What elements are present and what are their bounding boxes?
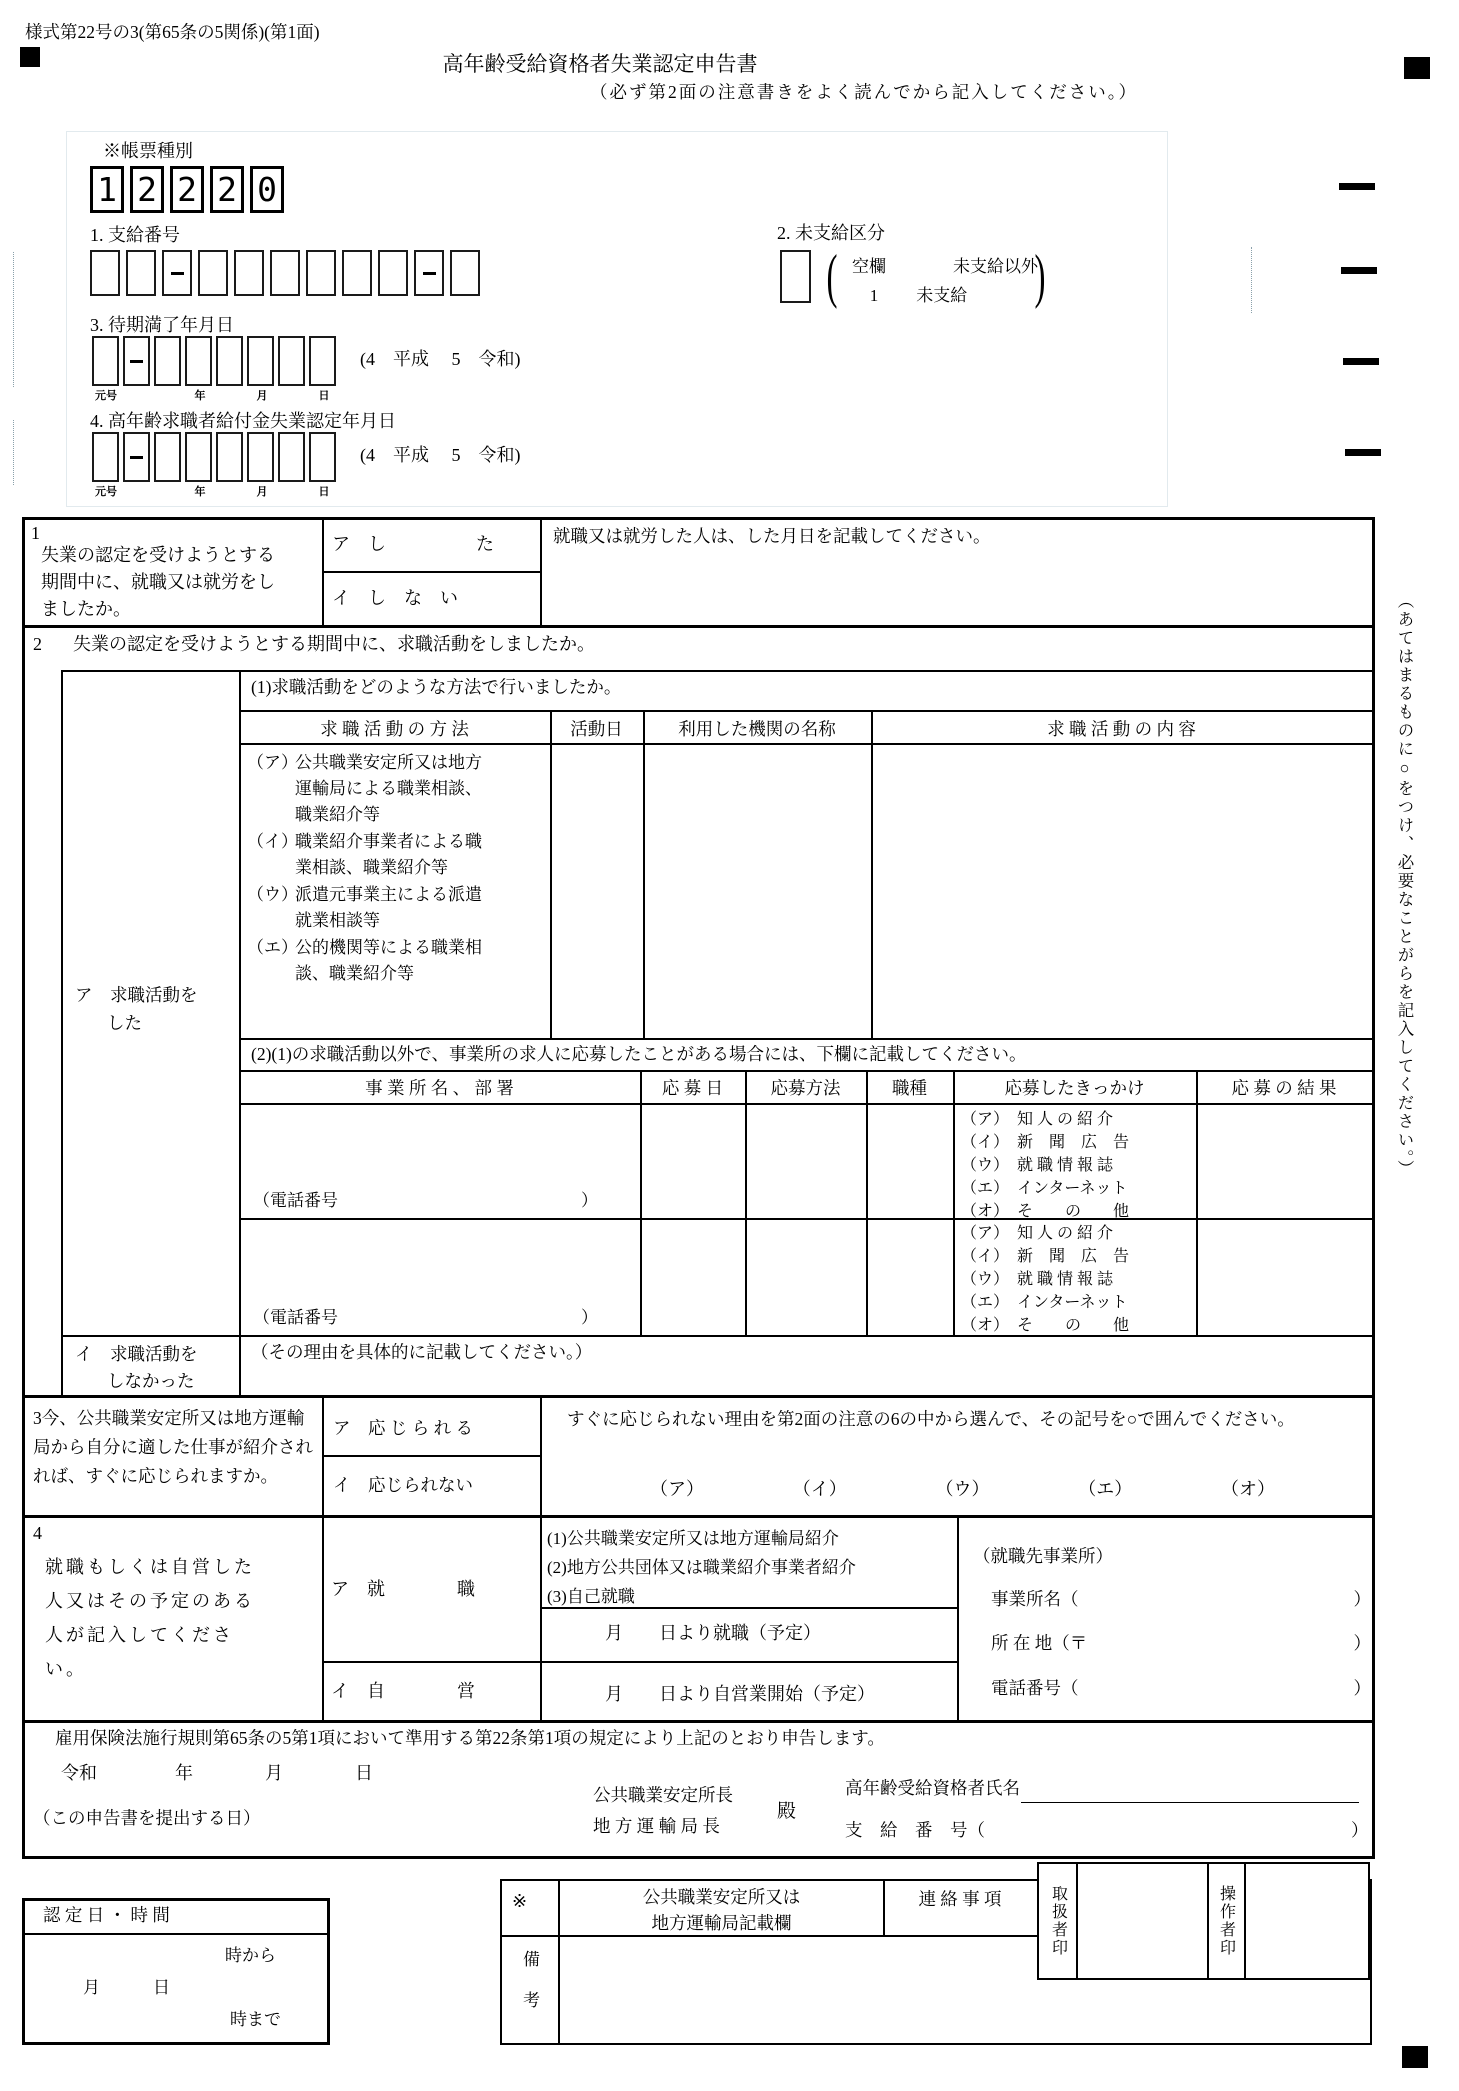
- form-type-label: ※帳票種別: [103, 141, 193, 161]
- q2-sub1-title: (1)求職活動をどのような方法で行いましたか。: [251, 677, 622, 697]
- pay-number-digit-box[interactable]: [450, 250, 480, 296]
- employment-type-option[interactable]: (1)公共職業安定所又は地方運輸局紹介: [547, 1529, 839, 1548]
- unpaid-category-box[interactable]: [780, 250, 811, 303]
- apps-header-name: 事 業 所 名 、 部 署: [365, 1077, 514, 1098]
- apply-method-cell[interactable]: [745, 1105, 866, 1218]
- phone-label[interactable]: （電話番号: [253, 1308, 338, 1327]
- form-code: 様式第22号の3(第65条の5関係)(第1面): [25, 22, 320, 42]
- trigger-option[interactable]: （イ） 新 聞 広 告: [961, 1248, 1130, 1265]
- q3-symbol-option[interactable]: （イ）: [792, 1479, 847, 1499]
- trigger-option[interactable]: （ア） 知 人 の 紹 介: [961, 1225, 1114, 1242]
- guide-dotted-line: [1251, 247, 1252, 313]
- day-box[interactable]: [278, 432, 305, 482]
- method-mark: （イ）: [247, 832, 298, 851]
- trigger-option[interactable]: （ウ） 就 職 情 報 誌: [961, 1157, 1114, 1174]
- q3-option-can[interactable]: ア 応 じ ら れ る: [333, 1418, 473, 1438]
- unpaid-one-val: 未支給: [916, 286, 968, 305]
- declaration-era[interactable]: 令和: [61, 1763, 97, 1783]
- declaration-month[interactable]: 月: [265, 1763, 283, 1783]
- declaration-text: 雇用保険法施行規則第65条の5第1項において準用する第22条第1項の規定により上記のとおり申告します。: [55, 1728, 885, 1748]
- timing-mark: [1341, 267, 1377, 274]
- q4-number: 4: [33, 1523, 42, 1543]
- month-box[interactable]: [247, 336, 274, 386]
- trigger-option[interactable]: （ア） 知 人 の 紹 介: [961, 1111, 1114, 1128]
- year-box[interactable]: [185, 432, 212, 482]
- day-box[interactable]: [309, 432, 336, 482]
- q3-question: 3今、公共職業安定所又は地方運輸局から自分に適した仕事が紹介されれば、すぐに応じられますか。: [33, 1408, 313, 1486]
- q1-option-did-not[interactable]: イ し な い: [332, 588, 458, 608]
- apply-date-cell[interactable]: [640, 1105, 745, 1218]
- q3-symbol-option[interactable]: （エ）: [1078, 1479, 1133, 1499]
- q1-question: 失業の認定を受けようとする期間中に、就職又は就労をしましたか。: [41, 545, 275, 619]
- method-text: 派遣元事業主による派遣就業相談等: [295, 885, 482, 930]
- trigger-option[interactable]: （オ） そ の 他: [961, 1317, 1130, 1334]
- era-note: (4 平成 5 令和): [360, 445, 521, 465]
- apps-header-result: 応 募 の 結 果: [1231, 1077, 1337, 1098]
- pay-number-digit-box[interactable]: [234, 250, 264, 296]
- pay-number-digit-box[interactable]: [270, 250, 300, 296]
- q4-question: 就職もしくは自営した人又はその予定のある人が記入してください。: [45, 1557, 255, 1679]
- operator-stamp-label: 操作者印: [1217, 1885, 1235, 1957]
- q3-symbol-option[interactable]: （ウ）: [935, 1479, 990, 1499]
- no-activity-reason-area[interactable]: [455, 1342, 1355, 1392]
- close-paren: ）: [1353, 1633, 1371, 1653]
- claimant-name-field[interactable]: [1021, 1782, 1359, 1803]
- close-paren: ): [1034, 243, 1046, 309]
- phone-close-paren: ）: [581, 1191, 598, 1210]
- self-employment-start-date[interactable]: 月 日より自営業開始（予定）: [605, 1684, 875, 1704]
- q1-instruction: 就職又は就労した人は、した月日を記載してください。: [553, 526, 991, 546]
- employer-name-label[interactable]: 事業所名（: [991, 1589, 1079, 1609]
- phone-label[interactable]: （電話番号: [253, 1191, 338, 1210]
- unpaid-one-key: 1: [869, 286, 879, 305]
- time-to-label[interactable]: 時まで: [230, 2010, 281, 2029]
- pay-number-label: 1. 支給番号: [90, 225, 180, 245]
- method-mark: （エ）: [247, 938, 298, 957]
- q2-option-a-line2[interactable]: した: [107, 1013, 142, 1033]
- era-note: (4 平成 5 令和): [360, 349, 521, 369]
- declaration-date-note: （この申告書を提出する日）: [33, 1808, 261, 1828]
- pay-number-field-label[interactable]: 支 給 番 号（: [845, 1820, 985, 1840]
- remarks-label: 備考: [520, 1950, 539, 2032]
- employment-type-option[interactable]: (3)自己就職: [547, 1587, 635, 1606]
- method-item: [247, 829, 547, 881]
- page-title: 高年齢受給資格者失業認定申告書: [442, 52, 758, 76]
- office-use-label-line1: 公共職業安定所又は: [642, 1886, 801, 1907]
- handler-stamp-label: 取扱者印: [1049, 1885, 1067, 1957]
- methods-header-org: 利用した機関の名称: [678, 718, 836, 739]
- form-type-digit-box: 2: [170, 166, 204, 213]
- timing-mark: [1343, 358, 1379, 365]
- methods-header-date: 活動日: [570, 718, 623, 739]
- pay-number-digit-box[interactable]: [378, 250, 408, 296]
- open-paren: (: [826, 243, 838, 309]
- close-paren: ）: [1353, 1589, 1371, 1609]
- form-type-digit-box: 2: [210, 166, 244, 213]
- q2-no-activity-note: （その理由を具体的に記載してください。）: [251, 1342, 593, 1362]
- q2-question: 失業の認定を受けようとする期間中に、求職活動をしましたか。: [73, 634, 595, 654]
- q3-number: 3: [33, 1408, 42, 1428]
- q1-answer-area[interactable]: [553, 550, 1363, 620]
- q3-instruction: すぐに応じられない理由を第2面の注意の6の中から選んで、その記号を○で囲んでください。: [567, 1409, 1295, 1429]
- pay-number-digit-box[interactable]: [342, 250, 372, 296]
- day-column-label: 日: [318, 390, 330, 402]
- year-box[interactable]: [154, 336, 181, 386]
- cert-day-label[interactable]: 日: [153, 1978, 170, 1997]
- q3-symbol-option[interactable]: （ア）: [650, 1479, 704, 1499]
- methods-header-method: 求 職 活 動 の 方 法: [320, 718, 469, 739]
- main-form-table: [22, 517, 1375, 1859]
- q4-option-self-employment[interactable]: イ 自 営: [331, 1681, 475, 1701]
- office-use-label-line2: 地方運輸局記載欄: [651, 1912, 792, 1933]
- month-box[interactable]: [216, 432, 243, 482]
- pay-number-separator-box: [162, 250, 192, 296]
- claimant-name-label: 高年齢受給資格者氏名: [845, 1778, 1020, 1798]
- day-column-label: 日: [318, 486, 330, 498]
- date-separator-box: [123, 432, 150, 482]
- q2-option-a-line1[interactable]: ア 求職活動を: [75, 985, 198, 1005]
- apps-header-how: 応募方法: [770, 1077, 841, 1098]
- pay-number-digit-box[interactable]: [306, 250, 336, 296]
- guide-dotted-line: [13, 420, 14, 485]
- unpaid-blank-val: 未支給以外: [953, 257, 1038, 276]
- method-text: 公的機関等による職業相談、職業紹介等: [295, 938, 482, 983]
- page-subtitle: （必ず第2面の注意書きをよく読んでから記入してください。）: [590, 82, 1138, 102]
- employer-address-label[interactable]: 所 在 地（〒: [991, 1633, 1088, 1653]
- method-text: 公共職業安定所又は地方運輸局による職業相談、職業紹介等: [295, 753, 482, 824]
- apply-method-cell[interactable]: [745, 1220, 866, 1335]
- organization-name-cell[interactable]: [643, 745, 871, 1036]
- close-paren: ）: [1351, 1820, 1369, 1840]
- methods-header-detail: 求 職 活 動 の 内 容: [1047, 718, 1196, 739]
- operator-stamp-cell[interactable]: [1246, 1866, 1368, 1976]
- q4-option-employment[interactable]: ア 就 職: [331, 1579, 475, 1599]
- era-code-box[interactable]: [92, 432, 119, 482]
- trigger-option[interactable]: （エ） インターネット: [961, 1180, 1128, 1197]
- apps-header-trigger: 応募したきっかけ: [1004, 1077, 1145, 1098]
- job-type-cell[interactable]: [866, 1105, 953, 1218]
- trigger-option[interactable]: （オ） そ の 他: [961, 1203, 1130, 1220]
- timing-mark: [1345, 449, 1381, 456]
- handler-stamp-cell[interactable]: [1078, 1866, 1207, 1976]
- method-item: [247, 882, 547, 934]
- trigger-option[interactable]: （イ） 新 聞 広 告: [961, 1134, 1130, 1151]
- employer-name-cell[interactable]: [241, 1105, 638, 1183]
- contact-items-cell[interactable]: [885, 1912, 1035, 1935]
- q2-option-b-line1[interactable]: イ 求職活動を: [75, 1344, 198, 1364]
- q2-sub2-title: (2)(1)の求職活動以外で、事業所の求人に応募したことがある場合には、下欄に記載してください。: [251, 1044, 1027, 1064]
- unpaid-category-label: 2. 未支給区分: [777, 223, 885, 243]
- contact-items-label: 連 絡 事 項: [918, 1888, 1002, 1909]
- q1-number: 1: [31, 523, 40, 543]
- employer-name-cell[interactable]: [241, 1220, 638, 1298]
- waiting-end-date-label: 3. 待期満了年月日: [90, 315, 234, 335]
- side-note-vertical: （あてはまるものに○をつけ、必要なことがらを記入してください。）: [1395, 592, 1414, 1179]
- stamp-box: [1037, 1862, 1370, 1980]
- apply-date-cell[interactable]: [640, 1220, 745, 1335]
- pay-number-digit-box[interactable]: [90, 250, 120, 296]
- method-item: [247, 935, 547, 987]
- activity-detail-cell[interactable]: [871, 745, 1372, 1036]
- trigger-option[interactable]: （ウ） 就 職 情 報 誌: [961, 1271, 1114, 1288]
- apps-header-date: 応 募 日: [661, 1077, 724, 1098]
- close-paren: ）: [1353, 1678, 1371, 1698]
- month-box[interactable]: [216, 336, 243, 386]
- method-item: [247, 750, 547, 828]
- year-column-label: 年: [194, 486, 206, 498]
- declaration-day[interactable]: 日: [355, 1763, 373, 1783]
- office-use-asterisk: ※: [512, 1891, 528, 1911]
- pay-number-digit-box[interactable]: [126, 250, 156, 296]
- form-type-digit-box: 1: [90, 166, 124, 213]
- pay-number-digit-box[interactable]: [198, 250, 228, 296]
- year-box[interactable]: [154, 432, 181, 482]
- certification-date-label: 4. 高年齢求職者給付金失業認定年月日: [90, 411, 396, 431]
- registration-mark-bottom-right: [1402, 2046, 1428, 2068]
- time-from-label[interactable]: 時から: [225, 1946, 276, 1965]
- apply-result-cell[interactable]: [1196, 1220, 1372, 1335]
- day-box[interactable]: [278, 336, 305, 386]
- phone-close-paren: ）: [581, 1308, 598, 1327]
- method-mark: （ア）: [247, 753, 298, 772]
- year-box[interactable]: [185, 336, 212, 386]
- unpaid-blank-key: 空欄: [852, 257, 886, 276]
- q2-number: 2: [33, 634, 42, 654]
- employment-start-date[interactable]: 月 日より就職（予定）: [605, 1623, 821, 1643]
- apply-result-cell[interactable]: [1196, 1105, 1372, 1218]
- trigger-option[interactable]: （エ） インターネット: [961, 1294, 1128, 1311]
- timing-mark: [1339, 183, 1375, 190]
- certification-datetime-box: [22, 1898, 330, 2045]
- guide-dotted-line: [13, 252, 14, 387]
- method-mark: （ウ）: [247, 885, 298, 904]
- month-column-label: 月: [256, 390, 268, 402]
- employer-phone-label[interactable]: 電話番号（: [991, 1678, 1079, 1698]
- era-column-label: 元号: [95, 486, 117, 498]
- addressee-office-chief: 公共職業安定所長: [593, 1785, 733, 1805]
- cert-month-label[interactable]: 月: [83, 1978, 100, 1997]
- year-column-label: 年: [194, 390, 206, 402]
- month-box[interactable]: [247, 432, 274, 482]
- apps-header-job: 職種: [892, 1077, 927, 1098]
- declaration-year[interactable]: 年: [175, 1763, 193, 1783]
- employer-section-title: （就職先事業所）: [973, 1546, 1113, 1566]
- addressee-honorific: 殿: [777, 1801, 797, 1822]
- pay-number-separator-box: [414, 250, 444, 296]
- registration-mark-top-right: [1404, 57, 1430, 79]
- employment-type-option[interactable]: (2)地方公共団体又は職業紹介事業者紹介: [547, 1558, 856, 1577]
- form-type-digit-box: 2: [130, 166, 164, 213]
- addressee-transport-chief: 地 方 運 輸 局 長: [593, 1816, 720, 1836]
- date-separator-box: [123, 336, 150, 386]
- certification-box-title: 認 定 日 ・ 時 間: [43, 1905, 170, 1925]
- activity-date-cell[interactable]: [550, 745, 643, 1036]
- form-type-digit-box: 0: [250, 166, 284, 213]
- day-box[interactable]: [309, 336, 336, 386]
- era-column-label: 元号: [95, 390, 117, 402]
- era-code-box[interactable]: [92, 336, 119, 386]
- q2-option-b-line2[interactable]: しなかった: [107, 1371, 195, 1391]
- job-type-cell[interactable]: [866, 1220, 953, 1335]
- method-text: 職業紹介事業者による職業相談、職業紹介等: [295, 832, 482, 877]
- q3-option-cannot[interactable]: イ 応じられない: [333, 1475, 473, 1495]
- q3-symbol-option[interactable]: （オ）: [1221, 1479, 1275, 1499]
- month-column-label: 月: [256, 486, 268, 498]
- q1-option-did[interactable]: ア し た: [332, 534, 494, 554]
